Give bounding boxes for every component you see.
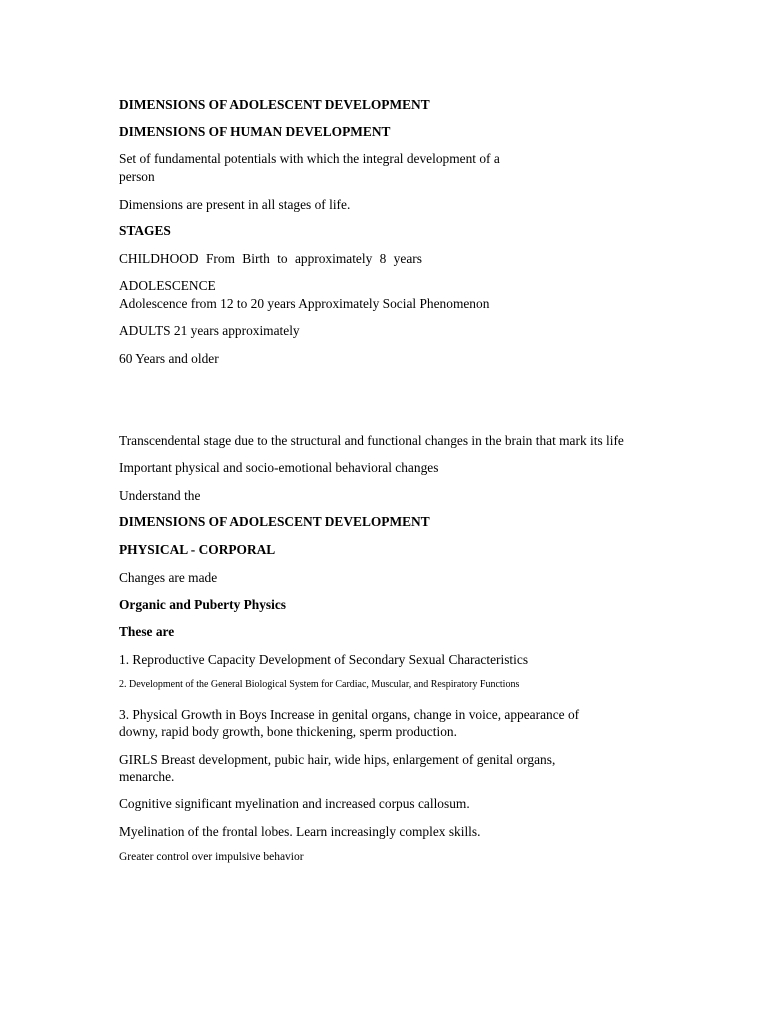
section-heading-stages: STAGES	[119, 223, 171, 238]
paragraph-line: Understand the	[119, 488, 201, 503]
subheading-organic-puberty: Organic and Puberty Physics	[119, 597, 287, 612]
paragraph-myelination: Myelination of the frontal lobes. Learn increasingly complex skills.	[119, 824, 481, 839]
list-item: 1. Reproductive Capacity Development of Secondary Sexual Characteristics	[119, 652, 529, 667]
paragraph-line: Dimensions are present in all stages of life.	[119, 197, 351, 212]
list-item-continued: downy, rapid body growth, bone thickening, sperm production.	[119, 724, 457, 739]
paragraph-impulsive-control: Greater control over impulsive behavior	[119, 851, 304, 863]
stage-childhood: CHILDHOOD From Birth to approximately 8 years	[119, 251, 422, 266]
paragraph-line: Transcendental stage due to the structural and functional changes in the brain that mark its life	[119, 433, 624, 448]
list-item: 3. Physical Growth in Boys Increase in genital organs, change in voice, appearance of	[119, 707, 580, 722]
main-title: DIMENSIONS OF ADOLESCENT DEVELOPMENT	[119, 97, 430, 112]
stage-elderly: 60 Years and older	[119, 351, 219, 366]
section-heading-adolescent-development: DIMENSIONS OF ADOLESCENT DEVELOPMENT	[119, 514, 430, 529]
subheading-these-are: These are	[119, 624, 175, 639]
list-item: 2. Development of the General Biological System for Cardiac, Muscular, and Respiratory Functions	[119, 679, 520, 690]
stage-adolescence-heading: ADOLESCENCE	[119, 278, 216, 293]
paragraph-line: Important physical and socio-emotional behavioral changes	[119, 460, 439, 475]
paragraph-cognitive: Cognitive significant myelination and increased corpus callosum.	[119, 796, 470, 811]
paragraph-line: Changes are made	[119, 570, 218, 585]
paragraph-line: person	[119, 169, 155, 184]
stage-adults: ADULTS 21 years approximately	[119, 323, 300, 338]
section-heading-physical: PHYSICAL - CORPORAL	[119, 542, 276, 557]
stage-adolescence: Adolescence from 12 to 20 years Approximately Social Phenomenon	[119, 296, 490, 311]
paragraph-line: Set of fundamental potentials with which the integral development of a	[119, 151, 500, 166]
paragraph-girls: GIRLS Breast development, pubic hair, wide hips, enlargement of genital organs,	[119, 752, 556, 767]
section-heading-human-development: DIMENSIONS OF HUMAN DEVELOPMENT	[119, 124, 391, 139]
paragraph-girls-continued: menarche.	[119, 769, 175, 784]
